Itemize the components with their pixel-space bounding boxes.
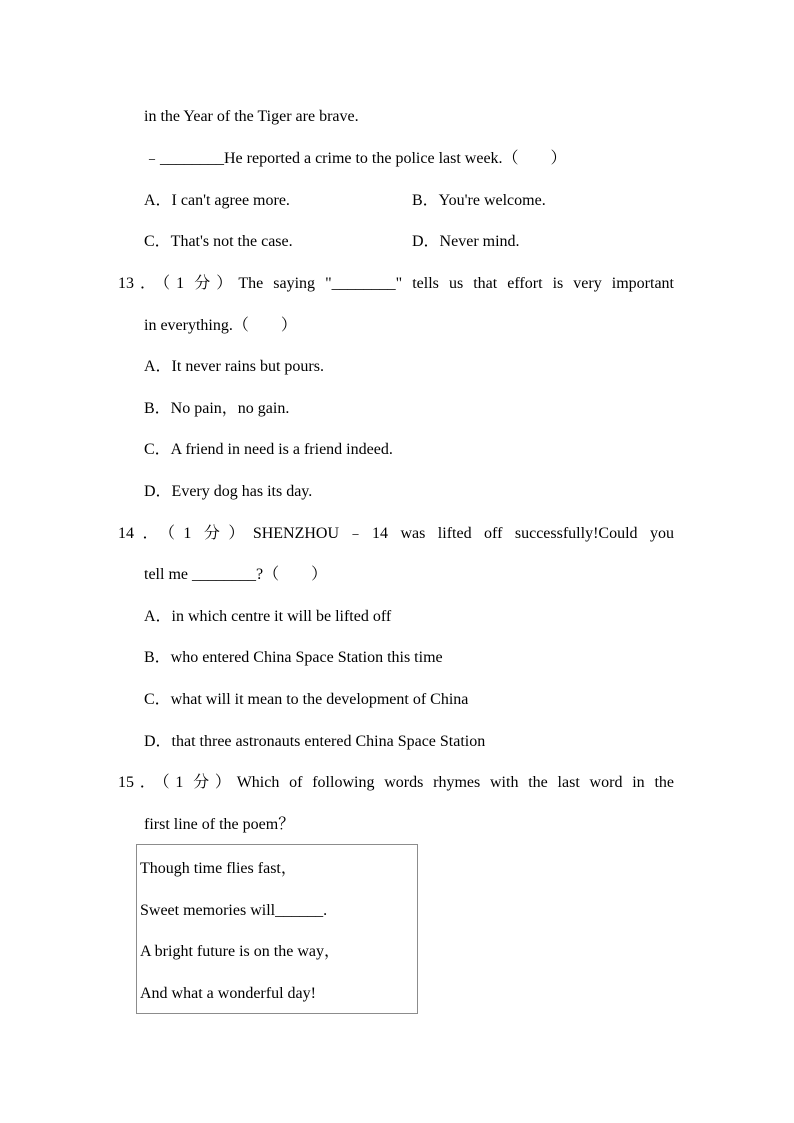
- q14-option-d: D．that three astronauts entered China Space Station: [144, 733, 486, 750]
- q14-option-a: A．in which centre it will be lifted off: [144, 608, 392, 625]
- poem-line-3: A bright future is on the way，: [140, 943, 340, 960]
- q14-option-b: B．who entered China Space Station this time: [144, 649, 443, 666]
- poem-line-2: Sweet memories will______.: [140, 902, 328, 919]
- q13-stem: 13．（1 分）The saying "________" tells us that effort is very important: [118, 275, 674, 292]
- q12-option-a: A．I can't agree more.: [144, 192, 290, 209]
- poem-line-1: Though time flies fast，: [140, 860, 297, 877]
- poem-line-4: And what a wonderful day!: [140, 985, 316, 1002]
- q15-stem: 15．（1 分）Which of following words rhymes with the last word in the: [118, 774, 674, 791]
- q12-dialogue-line: ﹣________He reported a crime to the police last week.（ ）: [144, 150, 567, 167]
- q12-stem-continuation: in the Year of the Tiger are brave.: [144, 108, 359, 125]
- q13-stem-continuation: in everything.（ ）: [144, 317, 297, 334]
- q14-option-c: C．what will it mean to the development of China: [144, 691, 469, 708]
- q13-option-a: A．It never rains but pours.: [144, 358, 324, 375]
- q12-option-b: B．You're welcome.: [412, 192, 546, 209]
- q12-option-d: D．Never mind.: [412, 233, 520, 250]
- q13-option-c: C．A friend in need is a friend indeed.: [144, 441, 393, 458]
- q13-option-b: B．No pain，no gain.: [144, 400, 290, 417]
- q14-stem: 14．（1 分）SHENZHOU﹣14 was lifted off successfully!Could you: [118, 525, 674, 542]
- q15-stem-continuation: first line of the poem？: [144, 816, 295, 833]
- q12-option-c: C．That's not the case.: [144, 233, 293, 250]
- q13-option-d: D．Every dog has its day.: [144, 483, 313, 500]
- poem-box: [136, 844, 418, 1014]
- q14-stem-continuation: tell me ________?（ ）: [144, 566, 328, 583]
